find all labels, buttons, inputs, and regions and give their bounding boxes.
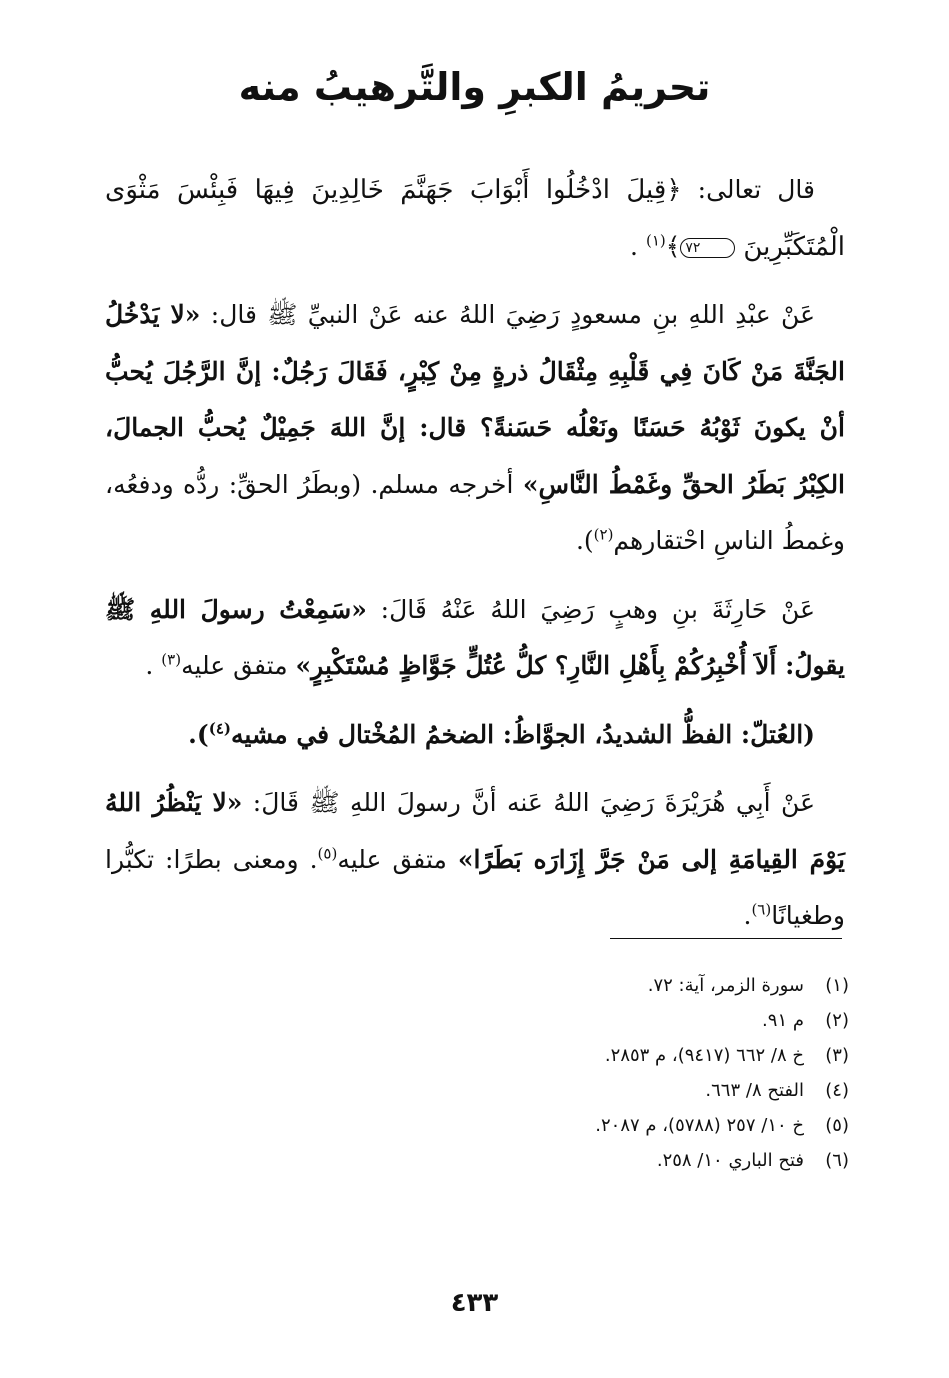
footnote-ref-3: (٣) [161,650,182,669]
paragraph-hadith-abu-hurayra [105,775,845,945]
hadith-text: «سَمِعْتُ رسولَ اللهِ ﷺ يقولُ: أَلاَ أُخْبِرُكُمْ بِأَهْلِ النَّارِ؟ كلُّ عُتُلٍّ جَوَّاظٍ مُسْتَكْبِرٍ» [105,594,845,680]
hadith-source: متفق عليه [181,651,296,680]
footnote-number: (١) [825,975,849,996]
paragraph-end: . [630,231,646,261]
footnote-ref-1: (١) [645,231,666,250]
footnote-number: (٤) [825,1080,849,1101]
footnote-ref-6: (٦) [751,900,772,919]
paragraph-glossary [105,707,845,764]
page-number: ٤٣٣ [450,1288,499,1318]
footnote-item [429,1003,849,1038]
quran-verse: ﴿قِيلَ ادْخُلُوا أَبْوَابَ جَهَنَّمَ خَالِدِينَ فِيهَا فَبِئْسَ مَثْوَى الْمُتَكَبِّرِينَ [105,175,845,262]
glossary-text: (العُتلّ: الفظُّ الشديدُ، الجوَّاظُ: الضخمُ المُخْتال في مشيه [231,719,815,749]
main-text [105,162,845,957]
hadith-text: «لا يَنْظُرُ اللهُ يَوْمَ القِيامَةِ إلى مَنْ جَرَّ إِزَارَه بَطَرًا» [105,788,845,874]
footnote-ref-2: (٢) [593,525,614,544]
footnote-separator [610,938,842,939]
footnote-number: (٢) [825,1010,849,1031]
footnote-item [429,968,849,1003]
paragraph-end: ). [575,526,594,555]
paragraph-quran-verse [105,162,845,275]
ayah-number-marker: ٧٢ [680,238,735,258]
footnote-ref-4: (٤) [208,719,231,738]
hadith-chain: عَنْ عبْدِ اللهِ بنِ مسعودٍ رَضِيَ اللهُ عنه عَنْ النبيِّ ﷺ قال: [200,300,815,329]
paragraph-end: ). [188,719,209,749]
footnote-number: (٣) [825,1045,849,1066]
footnote-text: خ ١٠/ ٢٥٧ (٥٧٨٨)، م ٢٠٨٧. [595,1115,804,1136]
footnote-ref-5: (٥) [317,844,338,863]
hadith-chain: عَنْ أَبِي هُرَيْرَةَ رَضِيَ اللهُ عَنه أنَّ رسولَ اللهِ ﷺ قَالَ: [242,788,815,817]
hadith-text: «لا يَدْخُلُ الجَنَّةَ مَنْ كَانَ فِي قَلْبِهِ مِثْقَالُ ذرةٍ مِنْ كِبْرٍ، فَقَالَ رَجُلٌ: إنَّ الرَّجُلَ يُحبُّ أنْ يكونَ ثَوْبُهُ حَسَنًا ونَعْلُه حَسَنةً؟ قال: إنَّ اللهَ جَمِيْلٌ يُحبُّ الجمالَ، الكِبْرُ بَطَرُ الحقِّ وغَمْطُ النَّاسِ» [105,300,846,499]
paragraph-hadith-haritha [105,582,845,695]
footnote-text: فتح الباري ١٠/ ٢٥٨. [656,1150,804,1171]
footnote-text: م ٩١. [762,1010,804,1031]
footnote-item [429,1143,849,1178]
footnote-item [429,1073,849,1108]
footnote-number: (٦) [825,1150,849,1171]
paragraph-hadith-ibn-masud [105,287,845,570]
hadith-explanation: أخرجه مسلم. (وبطَرُ الحقِّ: ردُّه ودفعُه، وغمطُ الناسِ احْتقارهم [105,469,845,555]
footnote-text: سورة الزمر، آية: ٧٢. [647,975,804,996]
footnote-text: الفتح ٨/ ٦٦٣. [705,1080,804,1101]
paragraph-end: . [743,901,752,930]
footnote-text: خ ٨/ ٦٦٢ (٩٤١٧)، م ٢٨٥٣. [604,1045,804,1066]
footnote-item [429,1038,849,1073]
footnote-item [429,1108,849,1143]
paragraph-end: . [145,651,162,680]
page-title: تحريمُ الكبرِ والتَّرهيبُ منه [238,65,711,109]
hadith-explanation: . ومعنى بطرًا: تكبُّرا وطغيانًا [105,844,845,930]
verse-close: ﴾ [665,231,681,261]
verse-intro: قال تعالى: [681,175,815,204]
hadith-chain: عَنْ حَارِثَةَ بنِ وهبٍ رَضِيَ اللهُ عَنْهُ قَالَ: [366,594,815,624]
hadith-source: متفق عليه [337,844,458,874]
footnotes [429,968,849,1178]
footnote-number: (٥) [825,1115,849,1136]
